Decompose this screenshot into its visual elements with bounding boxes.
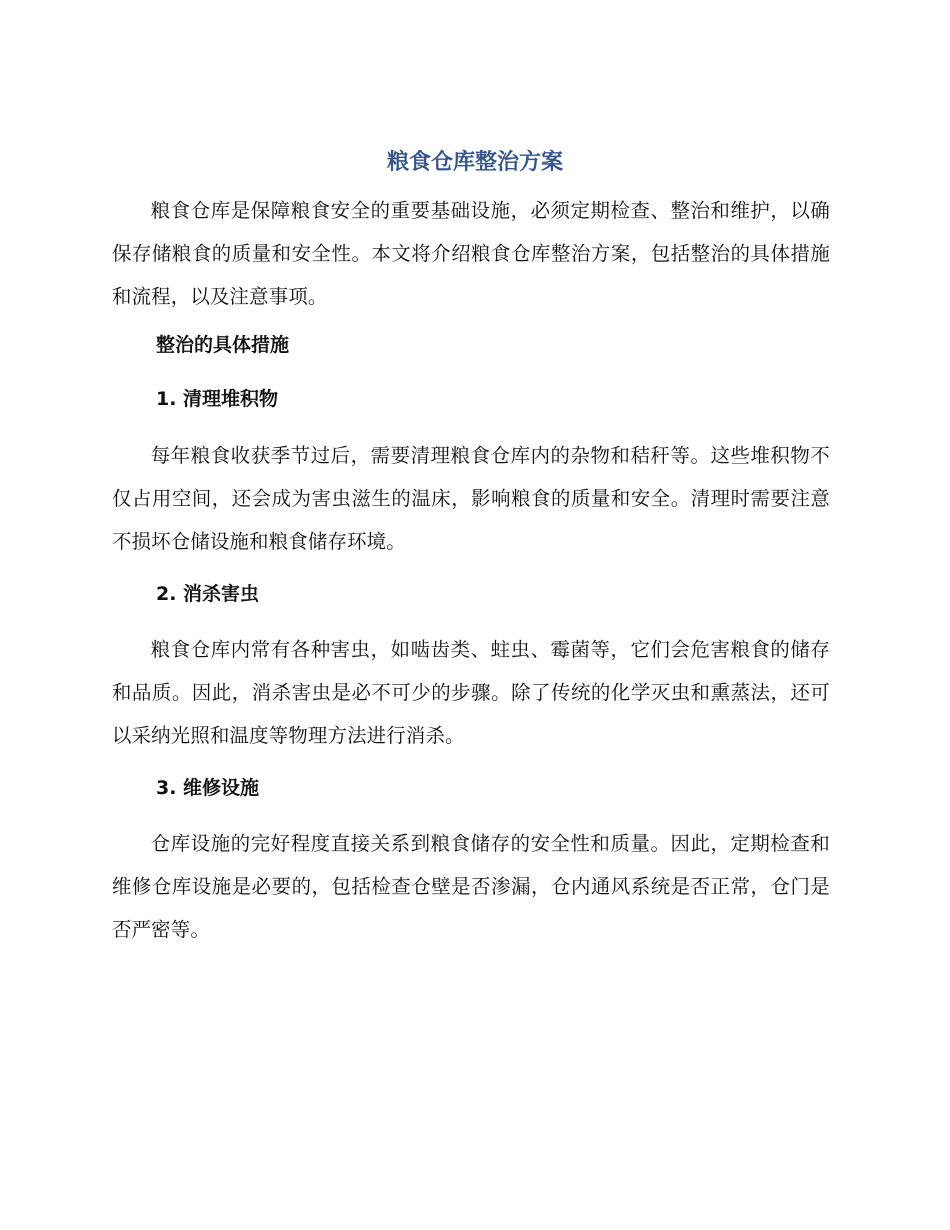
document-title: 粮食仓库整治方案: [386, 150, 563, 175]
item-heading-facility-repair: 3. 维修设施: [156, 777, 260, 799]
item-paragraph-facility-repair: 仓库设施的完好程度直接关系到粮食储存的安全性和质量。因此，定期检查和维修仓库设施是必要的，包括检查仓壁是否渗漏，仓内通风系统是否正常，仓门是否严密等。: [112, 832, 830, 941]
item-paragraph-pest-control: 粮食仓库内常有各种害虫，如啮齿类、蛀虫、霉菌等，它们会危害粮食的储存和品质。因此，消杀害虫是必不可少的步骤。除了传统的化学灭虫和熏蒸法，还可以采纳光照和温度等物理方法进行消杀。: [112, 638, 830, 747]
section-heading-measures: 整治的具体措施: [156, 334, 290, 356]
item-heading-pest-control: 2. 消杀害虫: [156, 583, 260, 605]
intro-paragraph: 粮食仓库是保障粮食安全的重要基础设施，必须定期检查、整治和维护，以确保存储粮食的质量和安全性。本文将介绍粮食仓库整治方案，包括整治的具体措施和流程，以及注意事项。: [112, 199, 830, 308]
item-paragraph-clear-debris: 每年粮食收获季节过后，需要清理粮食仓库内的杂物和秸秆等。这些堆积物不仅占用空间，还会成为害虫滋生的温床，影响粮食的质量和安全。清理时需要注意不损坏仓储设施和粮食储存环境。: [112, 444, 830, 553]
item-heading-clear-debris: 1. 清理堆积物: [156, 388, 279, 410]
